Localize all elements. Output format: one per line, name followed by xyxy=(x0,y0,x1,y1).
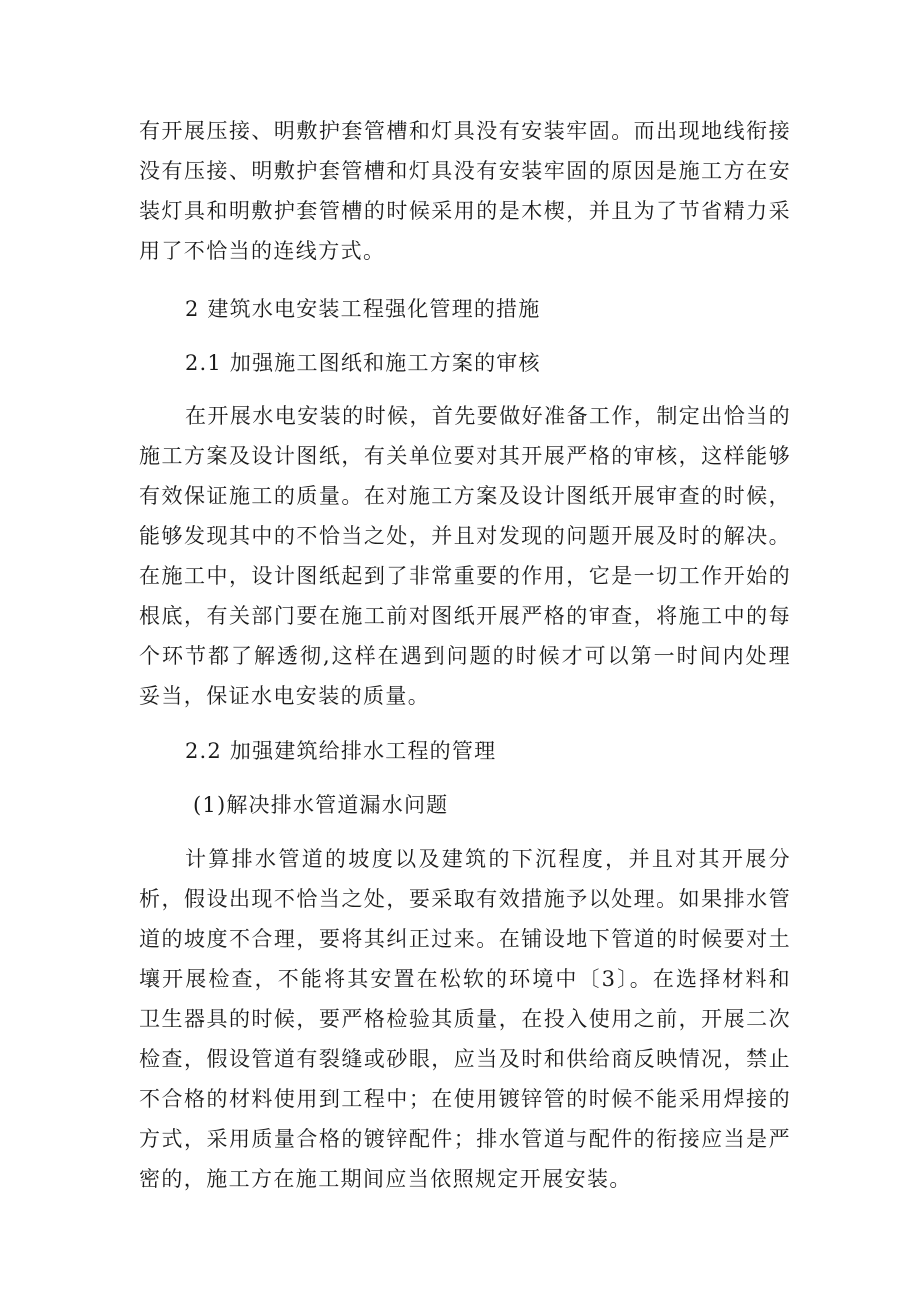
section-heading-2: 2 建筑水电安装工程强化管理的措施 xyxy=(185,297,541,321)
item-heading-drain-leak: (1)解决排水管道漏水问题 xyxy=(193,793,449,817)
paragraph-review-drawings: 在开展水电安装的时候，首先要做好准备工作，制定出恰当的施工方案及设计图纸，有关单位要对其开展严格的审核，这样能够有效保证施工的质量。在对施工方案及设计图纸开展审查的时候，能够发现其中的不恰当之处，并且对发现的问题开展及时的解决。在施工中，设计图纸起到了非常重要的作用，它是一切工作开始的根底，有关部门要在施工前对图纸开展严格的审查，将施工中的每个环节都了解透彻,这样在遇到问题的时候才可以第一时间内处理妥当，保证水电安装的质量。 xyxy=(139,404,791,708)
subsection-heading-2-1: 2.1 加强施工图纸和施工方案的审核 xyxy=(185,351,541,375)
paragraph-drain-pipes: 计算排水管道的坡度以及建筑的下沉程度，并且对其开展分析，假设出现不恰当之处，要采取有效措施予以处理。如果排水管道的坡度不合理，要将其纠正过来。在铺设地下管道的时候要对土壤开展检查，不能将其安置在松软的环境中〔3〕。在选择材料和卫生器具的时候，要严格检验其质量，在投入使用之前，开展二次检查，假设管道有裂缝或砂眼，应当及时和供给商反映情况，禁止不合格的材料使用到工程中；在使用镀锌管的时候不能采用焊接的方式，采用质量合格的镀锌配件；排水管道与配件的衔接应当是严密的，施工方在施工期间应当依照规定开展安装。 xyxy=(139,847,791,1191)
subsection-heading-2-2: 2.2 加强建筑给排水工程的管理 xyxy=(185,739,497,763)
paragraph-intro-continuation: 有开展压接、明敷护套管槽和灯具没有安装牢固。而出现地线衔接没有压接、明敷护套管槽和灯具没有安装牢固的原因是施工方在安装灯具和明敷护套管槽的时候采用的是木楔，并且为了节省精力采用了不恰当的连线方式。 xyxy=(139,119,791,263)
